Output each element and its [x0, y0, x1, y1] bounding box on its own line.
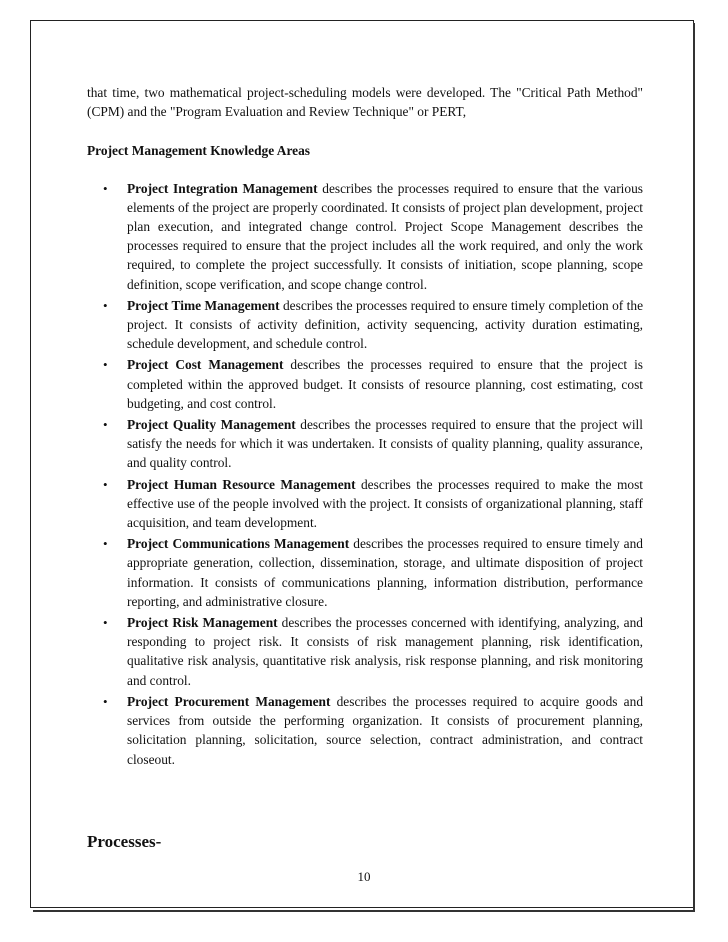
list-item-title: Project Procurement Management [127, 693, 331, 709]
list-item [87, 534, 643, 611]
list-item-text: describes the processes required to ensure timely and appropriate generation, collection, dissemination, storage, and ultimate disposition of project information. It consists of communications planning, information distribution, performance reporting, and administrative closure. [127, 536, 643, 609]
list-item-text: describes the processes required to ensure that the project is completed within the approved budget. It consists of resource planning, cost estimating, cost budgeting, and cost control. [127, 357, 644, 411]
bullet-icon: • [103, 417, 108, 433]
intro-paragraph: that time, two mathematical project-scheduling models were developed. The "Critical Path Method" (CPM) and the "Program Evaluation and Review Technique" or PERT, [87, 85, 643, 120]
list-item-text: describes the processes required to make the most effective use of the people involved with the project. It consists of organizational planning, staff acquisition, and team development. [127, 476, 643, 531]
list-item [87, 613, 643, 690]
bullet-icon: • [103, 693, 108, 709]
list-item [87, 475, 643, 533]
list-item-text: describes the processes required to ensure that the project will satisfy the needs for which it was undertaken. It consists of quality planning, quality assurance, and quality control. [127, 417, 643, 471]
list-item [87, 415, 643, 473]
list-item-title: Project Cost Management [127, 357, 284, 373]
list-item-text: describes the processes concerned with identifying, analyzing, and responding to project risk. It consists of risk management planning, risk identification, qualitative risk analysis, quantitative risk analysis, risk response planning, and risk monitoring and control. [127, 615, 643, 688]
bullet-icon: • [103, 180, 108, 196]
bullet-icon: • [103, 536, 108, 552]
list-item [87, 692, 643, 769]
knowledge-areas-list [87, 179, 643, 769]
page-number: 10 [357, 869, 371, 884]
bullet-icon: • [103, 297, 108, 313]
list-item-title: Project Integration Management [127, 180, 318, 196]
section-heading: Project Management Knowledge Areas [87, 143, 311, 159]
list-item-title: Project Risk Management [127, 615, 278, 631]
page-content [87, 83, 643, 771]
list-item-text: describes the processes required to ensure that the various elements of the project are properly coordinated. It consists of project plan development, project plan execution, and integrated change control. Project Scope Management describes the processes required to ensure that the project includes all the work required, and only the work required, to complete the project successfully. It consists of initiation, scope planning, scope definition, scope verification, and scope change control. [127, 180, 643, 292]
list-item-title: Project Time Management [127, 297, 280, 313]
list-item [87, 296, 643, 354]
bullet-icon: • [103, 476, 108, 492]
processes-heading: Processes- [87, 832, 162, 851]
list-item-title: Project Communications Management [127, 536, 350, 552]
list-item-title: Project Quality Management [127, 417, 296, 433]
list-item [87, 355, 643, 413]
list-item [87, 179, 643, 294]
bullet-icon: • [103, 615, 108, 631]
bullet-icon: • [103, 357, 108, 373]
list-item-title: Project Human Resource Management [127, 476, 356, 492]
list-item-text: describes the processes required to acquire goods and services from outside the performing organization. It consists of procurement planning, solicitation planning, solicitation, source selection, contract administration, and contract closeout. [127, 693, 644, 767]
list-item-text: describes the processes required to ensure timely completion of the project. It consists of activity definition, activity sequencing, activity duration estimating, schedule development, and schedule control. [127, 297, 644, 352]
